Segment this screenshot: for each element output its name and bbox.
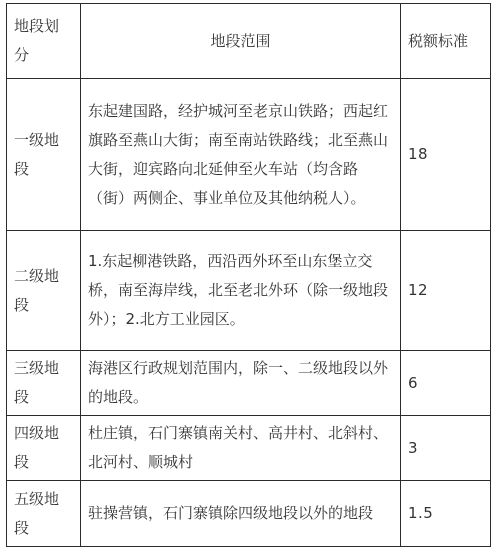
level-cell: 三级地段 [7, 351, 81, 416]
rate-cell: 3 [401, 416, 491, 481]
header-rate: 税额标准 [401, 4, 491, 79]
table-row [7, 481, 491, 547]
scope-cell: 海港区行政规划范围内，除一、二级地段以外的地段。 [81, 351, 401, 416]
table-row [7, 351, 491, 416]
land-tax-rate-table [6, 3, 491, 547]
level-cell: 二级地段 [7, 231, 81, 351]
table-row [7, 416, 491, 481]
rate-cell: 18 [401, 79, 491, 231]
table-header-row [7, 4, 491, 79]
scope-cell: 东起建国路，经护城河至老京山铁路；西起红旗路至燕山大街；南至南站铁路线；北至燕山大街，迎宾路向北延伸至火车站（均含路（街）两侧企、事业单位及其他纳税人）。 [81, 79, 401, 231]
rate-cell: 6 [401, 351, 491, 416]
level-cell: 五级地段 [7, 481, 81, 547]
rate-cell: 12 [401, 231, 491, 351]
rate-cell: 1.5 [401, 481, 491, 547]
level-cell: 四级地段 [7, 416, 81, 481]
scope-cell: 驻操营镇，石门寨镇除四级地段以外的地段 [81, 481, 401, 547]
tax-rate-table-container [6, 3, 490, 547]
header-level: 地段划分 [7, 4, 81, 79]
scope-cell: 1.东起柳港铁路，西沿西外环至山东堡立交桥，南至海岸线，北至老北外环（除一级地段外）；2.北方工业园区。 [81, 231, 401, 351]
header-scope: 地段范围 [81, 4, 401, 79]
level-cell: 一级地段 [7, 79, 81, 231]
table-row [7, 79, 491, 231]
table-row [7, 231, 491, 351]
scope-cell: 杜庄镇，石门寨镇南关村、高井村、北斜村、北河村、顺城村 [81, 416, 401, 481]
